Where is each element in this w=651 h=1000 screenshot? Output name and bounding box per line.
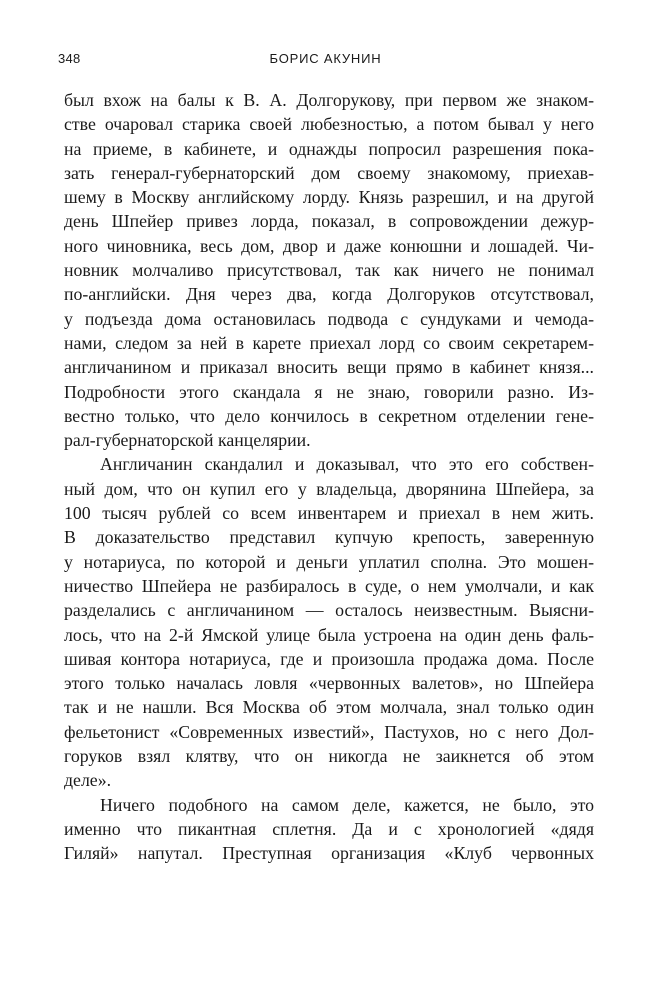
text-line: 100 тысяч рублей со всем инвентарем и приехал в нем жить. [64, 503, 594, 524]
paragraph-2 [64, 452, 594, 792]
text-line: этого только началась ловля «червонных валетов», но Шпейера [64, 673, 594, 694]
text-line: на приеме, в кабинете, и однажды попросил разрешения пока- [64, 138, 594, 159]
text-line: так и не нашли. Вся Москва об этом молчала, знал только один [64, 697, 594, 718]
text-line: Подробности этого скандала я не знаю, говорили разно. Из- [64, 381, 594, 402]
text-line: лось, что на 2-й Ямской улице была устроена на один день фаль- [64, 624, 594, 645]
text-line: у подъезда дома остановилась подвода с сундуками и чемода- [64, 308, 594, 329]
text-line: Ничего подобного на самом деле, кажется, не было, это [100, 794, 594, 815]
paragraph-1 [64, 88, 594, 452]
text-line: зать генерал-губернаторский дом своему знакомому, приехав- [64, 162, 594, 183]
text-line: шивая контора нотариуса, где и произошла продажа дома. После [64, 648, 594, 669]
paragraph-3 [64, 793, 594, 866]
text-line: именно что пикантная сплетня. Да и с хронологией «дядя [64, 818, 594, 839]
text-line: по-английски. Дня через два, когда Долгоруков отсутствовал, [64, 284, 594, 305]
page-number: 348 [58, 51, 81, 66]
text-line: шему в Москву английскому лорду. Князь разрешил, и на другой [64, 187, 594, 208]
running-title: БОРИС АКУНИН [269, 51, 382, 66]
text-line: нами, следом за ней в карете приехал лорд со своим секретарем- [64, 332, 594, 353]
body-text [64, 88, 594, 866]
text-line: горуков взял клятву, что он никогда не заикнется об этом [64, 746, 594, 767]
text-line: у нотариуса, по которой и деньги уплатил сполна. Это мошен- [64, 551, 594, 572]
text-line: англичанином и приказал вносить вещи прямо в кабинет князя... [64, 357, 594, 378]
text-line: разделались с англичанином — осталось неизвестным. Выясни- [64, 600, 594, 621]
text-line: вестно только, что дело кончилось в секретном отделении генe- [64, 405, 594, 426]
text-line: ный дом, что он купил его у владельца, дворянина Шпейера, за [64, 478, 594, 499]
text-line: Гиляй» напутал. Преступная организация «Клуб червонных [64, 843, 594, 864]
text-line: В доказательство представил купчую крепость, заверенную [64, 527, 594, 548]
text-line: деле». [64, 770, 112, 791]
text-line: был вхож на балы к В. А. Долгорукову, при первом же знаком- [64, 90, 594, 110]
text-line: ного чиновника, весь дом, двор и даже конюшни и лошадей. Чи- [64, 235, 594, 256]
text-line: фельетонист «Современных известий», Пастухов, но с него Дол- [64, 721, 594, 742]
text-line: Англичанин скандалил и доказывал, что это его собствен- [100, 454, 594, 475]
text-line: день Шпейер привез лорда, показал, в сопровождении дежур- [64, 211, 594, 232]
text-line: стве очаровал старика своей любезностью, а потом бывал у него [64, 114, 594, 135]
text-line: новник молчаливо присутствовал, так как ничего не понимал [64, 260, 594, 281]
text-line: ничество Шпейера не разбиралось в суде, о нем умолчали, и как [64, 575, 594, 596]
text-line: рал-губернаторской канцелярии. [64, 430, 311, 451]
